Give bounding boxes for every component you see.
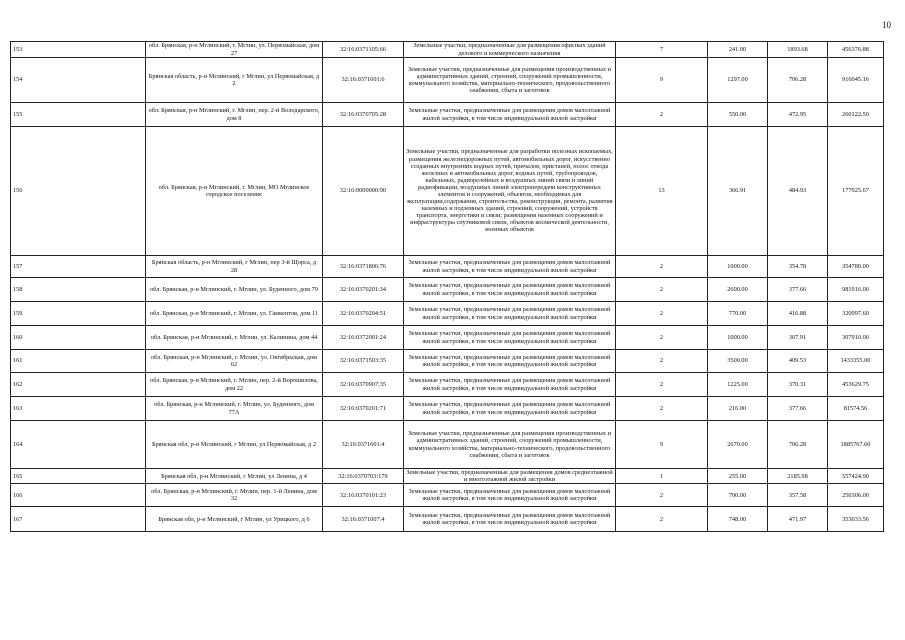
rate-cell: 484.93 [768,127,828,256]
row-number: 161 [11,350,146,373]
area-cell: 366.91 [708,127,768,256]
address-cell: Брянская область, р-н Мглинский, г Мглин, ул Первомайская, д 2 [146,58,323,103]
table-row [11,256,884,278]
rate-cell: 2185.98 [768,469,828,484]
row-number: 160 [11,326,146,350]
table-row [11,326,884,350]
address-cell: обл. Брянская, р-н Мглинский, г. Мглин, пер. 1-й Ленина, дом 32 [146,484,323,507]
cadastral-value-cell: 916045.16 [828,58,884,103]
row-number: 157 [11,256,146,278]
cadastral-value-cell: 453629.75 [828,373,884,397]
category-cell: 2 [616,256,708,278]
cadastral-value-cell: 250306.00 [828,484,884,507]
area-cell: 3500.00 [708,350,768,373]
land-use-cell: Земельные участки, предназначенные для размещения домов малоэтажной жилой застройки, в том числе индивидуальной жилой застройки [404,373,616,397]
address-cell: Брянская обл, р-н Мглинский, г Мглин, ул Первомайская, д 2 [146,421,323,469]
rate-cell: 706.28 [768,421,828,469]
cadastral-number-cell: 32:16:0371503:35 [323,350,404,373]
cadastral-value-cell: 1433355.00 [828,350,884,373]
table-row [11,469,884,484]
land-use-cell: Земельные участки, предназначенные для размещения офисных зданий делового и коммерческого назначения [404,42,616,58]
address-cell: обл. Брянская, р-н Мглинский, г. Мглин, пер. 2-й Володарского, дом 8 [146,103,323,127]
cadastral-value-cell: 354780.00 [828,256,884,278]
land-use-cell: Земельные участки, предназначенные для размещения домов малоэтажной жилой застройки, в том числе индивидуальной жилой застройки [404,326,616,350]
land-use-cell: Земельные участки, предназначенные для размещения производственных и административных зданий, строений, сооружений промышленности, коммунального хозяйства, материально-технического, продовольственного снабжения, сбыта и заготовок [404,58,616,103]
category-cell: 2 [616,507,708,532]
category-cell: 2 [616,302,708,326]
address-cell: обл. Брянская, р-н Мглинский, г. Мглин, МО Мглинское городское поселение [146,127,323,256]
area-cell: 255.00 [708,469,768,484]
row-number: 159 [11,302,146,326]
cadastral-number-cell: 32:16:0370907:35 [323,373,404,397]
land-registry-table [10,41,884,532]
rate-cell: 409.53 [768,350,828,373]
cadastral-value-cell: 177925.67 [828,127,884,256]
land-use-cell: Земельные участки, предназначенные для размещения домов малоэтажной жилой застройки, в том числе индивидуальной жилой застройки [404,350,616,373]
category-cell: 2 [616,484,708,507]
address-cell: Брянская обл, р-н Мглинский, г Мглин, ул Ленина, д 4 [146,469,323,484]
cadastral-number-cell: 32:16:0370201:34 [323,278,404,302]
row-number: 162 [11,373,146,397]
land-use-cell: Земельные участки, предназначенные для размещения домов среднеэтажной и многоэтажной жилой застройки [404,469,616,484]
cadastral-number-cell: 32:16:0371007:4 [323,507,404,532]
land-use-cell: Земельные участки, предназначенные для размещения домов малоэтажной жилой застройки, в том числе индивидуальной жилой застройки [404,278,616,302]
address-cell: обл. Брянская, р-н Мглинский, г. Мглин, ул. Калинина, дом 44 [146,326,323,350]
address-cell: Брянская обл, р-н Мглинский, г Мглин, ул Урицкого, д 6 [146,507,323,532]
cadastral-number-cell: 32:16:0370703:179 [323,469,404,484]
area-cell: 1297.00 [708,58,768,103]
table-row [11,302,884,326]
table-body [11,42,884,532]
row-number: 156 [11,127,146,256]
land-use-cell: Земельные участки, предназначенные для размещения домов малоэтажной жилой застройки, в том числе индивидуальной жилой застройки [404,103,616,127]
area-cell: 1000.00 [708,326,768,350]
cadastral-value-cell: 307910.00 [828,326,884,350]
land-use-cell: Земельные участки, предназначенные для размещения домов малоэтажной жилой застройки, в том числе индивидуальной жилой застройки [404,507,616,532]
cadastral-number-cell: 32:16:0370204:51 [323,302,404,326]
category-cell: 7 [616,42,708,58]
rate-cell: 377.66 [768,397,828,421]
rate-cell: 472.95 [768,103,828,127]
cadastral-number-cell: 32:16:0000000:90 [323,127,404,256]
category-cell: 13 [616,127,708,256]
table-row [11,42,884,58]
table-row [11,278,884,302]
address-cell: Брянская область, р-н Мглинский, г Мглин, пер 3-й Щорса, д 28 [146,256,323,278]
area-cell: 770.00 [708,302,768,326]
table-row [11,127,884,256]
cadastral-value-cell: 260122.50 [828,103,884,127]
row-number: 166 [11,484,146,507]
cadastral-number-cell: 32:16:0370705:28 [323,103,404,127]
row-number: 167 [11,507,146,532]
rate-cell: 357.58 [768,484,828,507]
table-row [11,58,884,103]
cadastral-number-cell: 32:16:0370101:23 [323,484,404,507]
address-cell: обл. Брянская, р-н Мглинский, г. Мглин, ул. Буденного, дом 79 [146,278,323,302]
rate-cell: 370.31 [768,373,828,397]
table-row [11,484,884,507]
row-number: 163 [11,397,146,421]
category-cell: 2 [616,326,708,350]
table-row [11,507,884,532]
rate-cell: 377.66 [768,278,828,302]
cadastral-number-cell: 32:16:0371806:76 [323,256,404,278]
rate-cell: 354.78 [768,256,828,278]
land-use-cell: Земельные участки, предназначенные для размещения домов малоэтажной жилой застройки, в том числе индивидуальной жилой застройки [404,256,616,278]
area-cell: 2670.00 [708,421,768,469]
cadastral-number-cell: 32:16:0371105:66 [323,42,404,58]
category-cell: 2 [616,373,708,397]
category-cell: 2 [616,397,708,421]
area-cell: 700.00 [708,484,768,507]
table-row [11,103,884,127]
land-use-cell: Земельные участки, предназначенные для размещения домов малоэтажной жилой застройки, в том числе индивидуальной жилой застройки [404,397,616,421]
rate-cell: 706.28 [768,58,828,103]
category-cell: 1 [616,469,708,484]
area-cell: 241.00 [708,42,768,58]
category-cell: 9 [616,421,708,469]
rate-cell: 416.88 [768,302,828,326]
area-cell: 2600.00 [708,278,768,302]
cadastral-value-cell: 1885767.60 [828,421,884,469]
cadastral-value-cell: 981916.00 [828,278,884,302]
row-number: 165 [11,469,146,484]
address-cell: обл. Брянская, р-н Мглинский, г. Мглин, пер. 2-й Ворошилова, дом 22 [146,373,323,397]
cadastral-value-cell: 456376.88 [828,42,884,58]
cadastral-number-cell: 32:16:0372001:24 [323,326,404,350]
rate-cell: 1893.68 [768,42,828,58]
row-number: 158 [11,278,146,302]
cadastral-number-cell: 32:16:0371601:4 [323,421,404,469]
land-use-cell: Земельные участки, предназначенные для размещения производственных и административных зданий, строений, сооружений промышленности, коммунального хозяйства, материально-технического, продовольственного снабжения, сбыта и заготовок [404,421,616,469]
land-use-cell: Земельные участки, предназначенные для размещения домов малоэтажной жилой застройки, в том числе индивидуальной жилой застройки [404,484,616,507]
row-number: 153 [11,42,146,58]
category-cell: 2 [616,278,708,302]
category-cell: 2 [616,350,708,373]
address-cell: обл. Брянская, р-н Мглинский, г. Мглин, ул. Октябрьская, дом 62 [146,350,323,373]
row-number: 164 [11,421,146,469]
area-cell: 550.00 [708,103,768,127]
cadastral-value-cell: 353033.56 [828,507,884,532]
area-cell: 216.00 [708,397,768,421]
category-cell: 9 [616,58,708,103]
land-use-cell: Земельные участки, предназначенные для размещения домов малоэтажной жилой застройки, в том числе индивидуальной жилой застройки [404,302,616,326]
rate-cell: 307.91 [768,326,828,350]
address-cell: обл. Брянская, р-н Мглинский, г. Мглин, ул. Первомайская, дом 27 [146,42,323,58]
table-row [11,373,884,397]
land-use-cell: Земельные участки, предназначенные для разработки полезных ископаемых, размещения железнодорожных путей, автомобильных дорог, искусственно созданных внутренних водных путей, причалов, пристаней, полос отвода железных и автомобильных дорог, водных путей, трубопроводов, кабельных, радиорелейных и воздушных линий связи и линий радиофикации, воздушных линий электропередачи конструктивных элементов и сооружений, объектов, необходимых для эксплуатации,содержания, строительства, реконструкции, ремонта, развития наземных и подземных зданий, строений, сооружений, устройств транспорта, энергетики и связи; размещения наземных сооружений и инфраструктуры спутниковой связи, объектов космической деятельности, военных объектов [404,127,616,256]
area-cell: 1225.00 [708,373,768,397]
category-cell: 2 [616,103,708,127]
cadastral-value-cell: 81574.56 [828,397,884,421]
table-row [11,397,884,421]
row-number: 154 [11,58,146,103]
table-row [11,350,884,373]
cadastral-value-cell: 557424.90 [828,469,884,484]
cadastral-number-cell: 32:16:0370201:71 [323,397,404,421]
area-cell: 1000.00 [708,256,768,278]
address-cell: обл. Брянская, р-н Мглинский, г. Мглин, ул. Буденного, дом 77А [146,397,323,421]
table-row [11,421,884,469]
cadastral-value-cell: 320997.60 [828,302,884,326]
row-number: 155 [11,103,146,127]
area-cell: 748.00 [708,507,768,532]
address-cell: обл. Брянская, р-н Мглинский, г. Мглин, ул. Гамкентов, дом 11 [146,302,323,326]
page-number: 10 [882,20,891,30]
cadastral-number-cell: 32:16:0371601:6 [323,58,404,103]
rate-cell: 471.97 [768,507,828,532]
